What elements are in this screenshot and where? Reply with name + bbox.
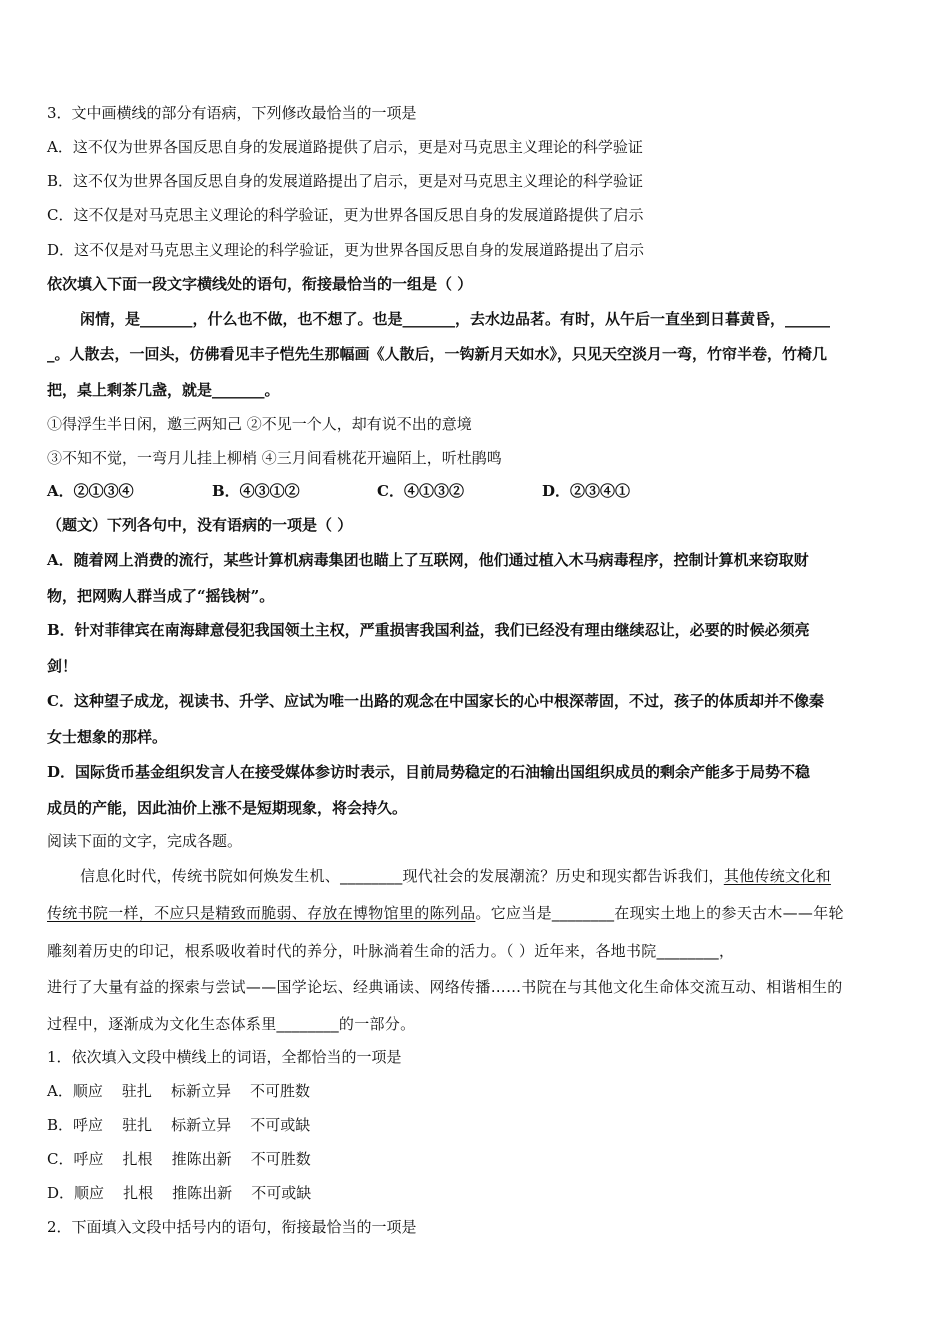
reading-q2-stem: 2．下面填入文段中括号内的语句，衔接最恰当的一项是 (47, 1218, 417, 1236)
fill-answer-a: A．②①③④ (47, 482, 134, 500)
reading-passage-line-2 (47, 903, 907, 923)
fill-stem: 依次填入下面一段文字横线处的语句，衔接最恰当的一组是（ ） (47, 275, 473, 293)
reading-q1-option-c: C．呼应 扎根 推陈出新 不可胜数 (47, 1150, 311, 1168)
fill-answer-c: C．④①③② (377, 482, 464, 500)
reading-p2-text: 。它应当是________在现实土地上的参天古木——年轮 (475, 904, 844, 922)
grammar-line-3: B．针对菲律宾在南海肆意侵犯我国领土主权，严重损害我国利益，我们已经没有理由继续忍让，必要的时候必须亮 (47, 621, 810, 639)
grammar-line-8: 成员的产能，因此油价上涨不是短期现象，将会持久。 (47, 799, 408, 817)
q3-stem: 3．文中画横线的部分有语病，下列修改最恰当的一项是 (47, 104, 417, 122)
fill-answer-b: B．④③①② (212, 482, 300, 500)
reading-intro: 阅读下面的文字，完成各题。 (47, 832, 243, 850)
fill-passage-line-2: _。人散去，一回头，仿佛看见丰子恺先生那幅画《人散后，一钩新月天如水》，只见天空淡月一弯，竹帘半卷，竹椅几 (47, 345, 828, 363)
grammar-line-2: 物，把网购人群当成了“摇钱树”。 (47, 587, 275, 605)
reading-underlined-1: 其他传统文化和 (723, 867, 831, 885)
grammar-line-6: 女士想象的那样。 (47, 728, 168, 746)
reading-passage-line-4: 进行了大量有益的探索与尝试——国学论坛、经典诵读、网络传播……书院在与其他文化生命体交流互动、相谐相生的 (47, 978, 843, 996)
reading-q1-stem: 1．依次填入文段中横线上的词语，全都恰当的一项是 (47, 1048, 402, 1066)
grammar-line-5: C．这种望子成龙，视读书、升学、应试为唯一出路的观念在中国家长的心中根深蒂固，不过，孩子的体质却并不像秦 (47, 692, 824, 710)
q3-option-a: A．这不仅为世界各国反思自身的发展道路提供了启示，更是对马克思主义理论的科学验证 (47, 138, 643, 156)
fill-choices-line-1: ①得浮生半日闲，邀三两知己 ②不见一个人，却有说不出的意境 (47, 415, 472, 433)
grammar-stem: （题文）下列各句中，没有语病的一项是（ ） (47, 516, 353, 534)
fill-choices-line-2: ③不知不觉，一弯月儿挂上柳梢 ④三月间看桃花开遍陌上，听杜鹃鸣 (47, 449, 502, 467)
reading-passage-line-3: 雕刻着历史的印记，根系吸收着时代的养分，叶脉淌着生命的活力。（ ）近年来，各地书院________， (47, 942, 735, 960)
q3-option-c: C．这不仅是对马克思主义理论的科学验证，更为世界各国反思自身的发展道路提供了启示 (47, 206, 644, 224)
q3-option-b: B．这不仅为世界各国反思自身的发展道路提出了启示，更是对马克思主义理论的科学验证 (47, 172, 644, 190)
grammar-line-4: 剑！ (47, 657, 78, 675)
reading-underlined-2: 传统书院一样，不应只是精致而脆弱、存放在博物馆里的陈列品 (47, 904, 476, 922)
fill-answer-d: D．②③④① (542, 482, 631, 500)
q3-option-d: D．这不仅是对马克思主义理论的科学验证，更为世界各国反思自身的发展道路提出了启示 (47, 241, 645, 259)
fill-passage-line-1: 闲情，是_______，什么也不做，也不想了。也是_______，去水边品茗。有时，从午后一直坐到日暮黄昏，______ (80, 310, 831, 328)
reading-q1-option-a: A．顺应 驻扎 标新立异 不可胜数 (47, 1082, 311, 1100)
reading-p1-text: 信息化时代，传统书院如何焕发生机、________现代社会的发展潮流？历史和现实都告诉我们， (80, 867, 724, 885)
reading-q1-option-d: D．顺应 扎根 推陈出新 不可或缺 (47, 1184, 312, 1202)
grammar-line-1: A．随着网上消费的流行，某些计算机病毒集团也瞄上了互联网，他们通过植入木马病毒程序，控制计算机来窃取财 (47, 551, 809, 569)
reading-q1-option-b: B．呼应 驻扎 标新立异 不可或缺 (47, 1116, 311, 1134)
reading-passage-line-1 (80, 866, 906, 886)
grammar-line-7: D．国际货币基金组织发言人在接受媒体参访时表示，目前局势稳定的石油输出国组织成员的剩余产能多于局势不稳 (47, 763, 811, 781)
reading-passage-line-5: 过程中，逐渐成为文化生态体系里________的一部分。 (47, 1015, 416, 1033)
fill-passage-line-3: 把，桌上剩茶几盏，就是_______。 (47, 381, 280, 399)
